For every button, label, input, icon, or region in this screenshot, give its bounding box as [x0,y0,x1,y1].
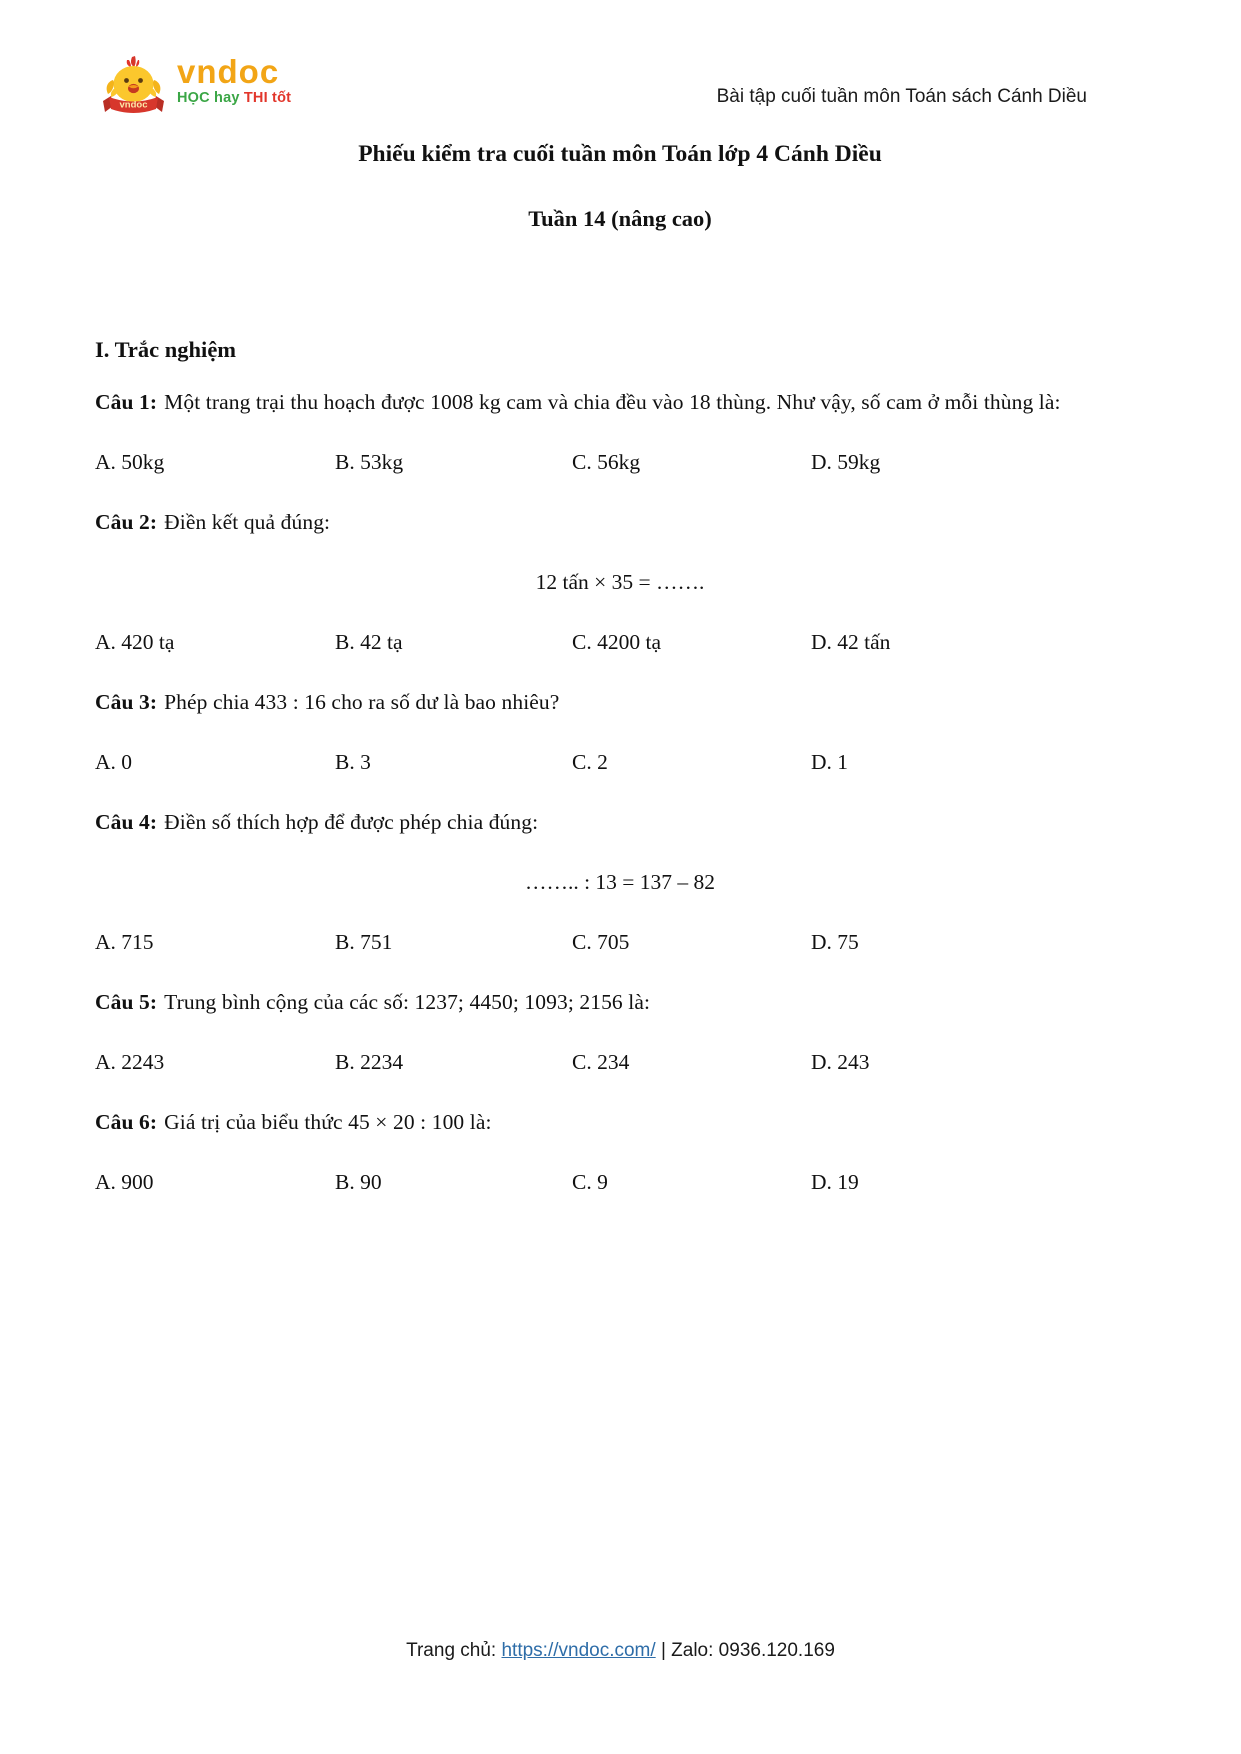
answer-options-row [95,619,1145,666]
answer-option: C. 234 [572,1050,630,1074]
answer-option: D. 75 [811,930,859,954]
answer-option: D. 243 [811,1050,870,1074]
header-right-text: Bài tập cuối tuần môn Toán sách Cánh Diều [716,86,1087,107]
question-equation: 12 tấn × 35 = ……. [535,570,705,594]
question-block [95,799,1145,966]
answer-option: D. 1 [811,750,849,774]
question-label: Câu 5: [95,990,158,1014]
question-label: Câu 6: [95,1110,158,1134]
answer-option: A. 2243 [95,1050,165,1074]
question-block [95,499,1145,666]
answer-option: A. 0 [95,750,133,774]
answer-options-row [95,739,1145,786]
question-text: Phép chia 433 : 16 cho ra số dư là bao nhiêu? [164,690,560,714]
answer-option: D. 59kg [811,450,881,474]
answer-option: C. 705 [572,930,630,954]
question-label: Câu 3: [95,690,158,714]
tagline-thi-tot: THI tốt [243,90,292,106]
page-footer [0,1640,1241,1662]
question-text: Trung bình cộng của các số: 1237; 4450; 1093; 2156 là: [164,990,651,1014]
page-subtitle: Tuần 14 (nâng cao) [528,206,712,231]
question-text: Điền số thích hợp để được phép chia đúng: [164,810,539,834]
answer-option: B. 90 [335,1170,382,1194]
answer-options-row [95,439,1145,486]
questions-list [95,379,1145,1206]
footer-prefix: Trang chủ: [406,1640,502,1661]
brand-tagline [177,88,291,108]
homepage-link[interactable]: https://vndoc.com/ [501,1640,656,1661]
question-block [95,679,1145,786]
answer-option: B. 2234 [335,1050,404,1074]
question-text: Điền kết quả đúng: [164,510,331,534]
answer-option: C. 2 [572,750,608,774]
section-heading: I. Trắc nghiệm [95,337,237,362]
question-block [95,979,1145,1086]
answer-option: B. 53kg [335,450,404,474]
question-text: Một trang trại thu hoạch được 1008 kg cam và chia đều vào 18 thùng. Như vậy, số cam ở mỗi thùng là: [164,390,1061,414]
tagline-hoc-hay: HỌC hay [177,90,240,106]
chicken-mascot-icon [95,54,173,118]
document-content [0,136,1241,1206]
answer-option: A. 715 [95,930,154,954]
answer-options-row [95,919,1145,966]
question-label: Câu 1: [95,390,158,414]
brand-wordmark: vndoc [177,53,280,90]
answer-option: A. 50kg [95,450,165,474]
vndoc-logo [95,54,291,118]
answer-option: A. 900 [95,1170,154,1194]
answer-option: C. 9 [572,1170,608,1194]
answer-option: C. 4200 tạ [572,630,661,654]
logo-text [177,54,291,108]
answer-option: B. 3 [335,750,371,774]
footer-suffix: | Zalo: 0936.120.169 [655,1640,835,1661]
answer-option: B. 751 [335,930,393,954]
question-equation: …….. : 13 = 137 – 82 [524,870,716,894]
question-label: Câu 4: [95,810,158,834]
page-title: Phiếu kiểm tra cuối tuần môn Toán lớp 4 Cánh Diều [358,141,882,167]
answer-option: A. 420 tạ [95,630,175,654]
question-block [95,379,1145,486]
page-header [0,0,1241,122]
question-label: Câu 2: [95,510,158,534]
answer-options-row [95,1159,1145,1206]
answer-option: C. 56kg [572,450,641,474]
answer-options-row [95,1039,1145,1086]
question-block [95,1099,1145,1206]
answer-option: D. 42 tấn [811,630,891,654]
answer-option: D. 19 [811,1170,859,1194]
question-text: Giá trị của biểu thức 45 × 20 : 100 là: [164,1110,492,1134]
ribbon-label: vndoc [119,99,148,111]
answer-option: B. 42 tạ [335,630,403,654]
